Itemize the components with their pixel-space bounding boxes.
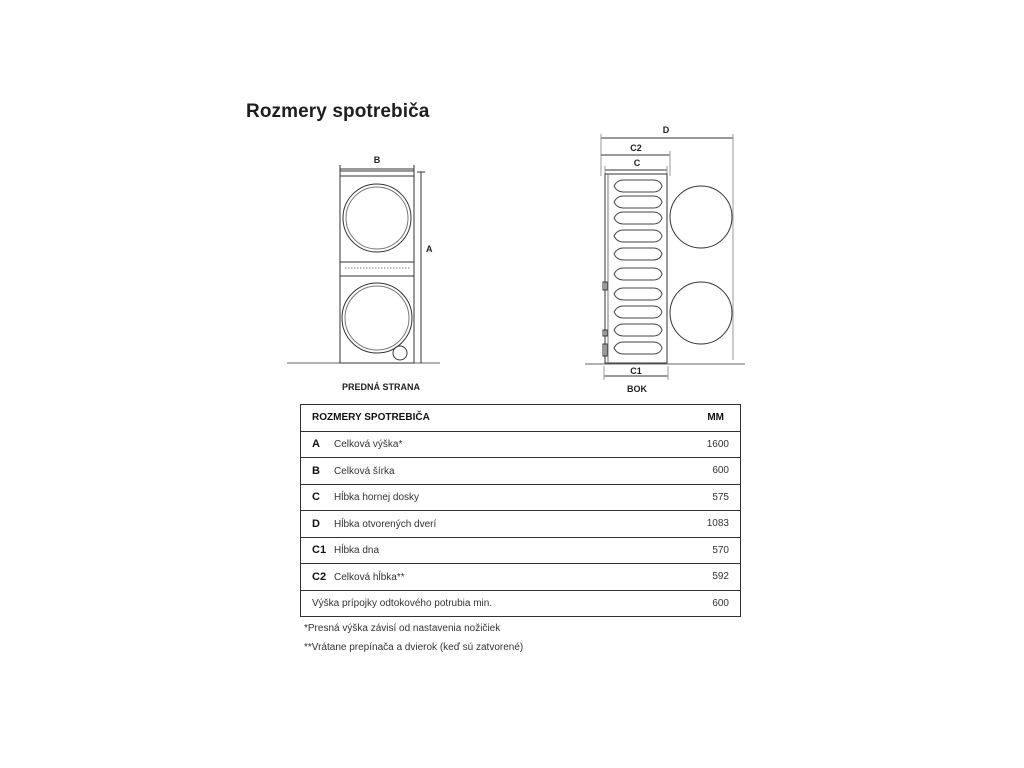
dim-c-label: C <box>633 158 641 168</box>
row-label: Výška prípojky odtokového potrubia min. <box>301 590 659 617</box>
table-header-row <box>301 405 741 432</box>
row-value: 600 <box>658 458 741 485</box>
row-value: 1600 <box>658 431 741 458</box>
dryer-door-open <box>670 186 732 248</box>
washer-door-open <box>670 282 732 344</box>
row-label: Celková šírka <box>334 465 395 477</box>
internal-hoses <box>614 180 662 354</box>
table-row <box>301 431 741 458</box>
row-code: A <box>312 438 320 451</box>
page-title: Rozmery spotrebiča <box>246 101 430 122</box>
table-row <box>301 484 741 511</box>
row-value: 1083 <box>658 511 741 538</box>
table-header-label: ROZMERY SPOTREBIČA <box>301 405 659 432</box>
row-code: D <box>312 517 320 530</box>
table-row <box>301 537 741 564</box>
table-row <box>301 511 741 538</box>
row-label: Celková hĺbka** <box>334 571 405 583</box>
front-view-caption: PREDNÁ STRANA <box>341 382 421 392</box>
washer-door <box>342 283 412 353</box>
dryer-door <box>343 184 411 252</box>
dryer-body <box>340 171 414 262</box>
row-code: C1 <box>312 544 327 557</box>
row-value: 575 <box>658 484 741 511</box>
row-label: Hĺbka hornej dosky <box>334 492 420 504</box>
row-label: Hĺbka otvorených dverí <box>334 518 437 530</box>
row-label: Hĺbka dna <box>334 545 380 557</box>
dim-b-label: B <box>373 155 381 165</box>
row-code: C2 <box>312 570 327 583</box>
side-view <box>585 134 745 380</box>
table-row <box>301 564 741 591</box>
table-row <box>301 458 741 485</box>
table-row-drain <box>301 590 741 617</box>
control-panel <box>340 262 414 276</box>
footnote-1: *Presná výška závisí od nastavenia nožičiek <box>304 623 501 634</box>
dim-d-label: D <box>662 125 670 135</box>
dimensions-table <box>300 404 741 617</box>
dim-c2-label: C2 <box>630 143 642 153</box>
footnotes <box>304 619 523 657</box>
table-header-unit: MM <box>658 405 741 432</box>
front-view <box>287 165 440 363</box>
row-value: 592 <box>658 564 741 591</box>
row-label: Celková výška* <box>334 439 403 451</box>
row-code: C <box>312 491 320 504</box>
row-value: 570 <box>658 537 741 564</box>
side-view-caption: BOK <box>627 384 647 394</box>
dim-a-label: A <box>426 244 433 254</box>
row-value: 600 <box>658 590 741 617</box>
dim-c1-label: C1 <box>630 366 642 376</box>
filter-cap <box>393 346 407 360</box>
footnote-2: **Vrátane prepínača a dvierok (keď sú zatvorené) <box>304 642 524 653</box>
row-code: B <box>312 464 320 477</box>
